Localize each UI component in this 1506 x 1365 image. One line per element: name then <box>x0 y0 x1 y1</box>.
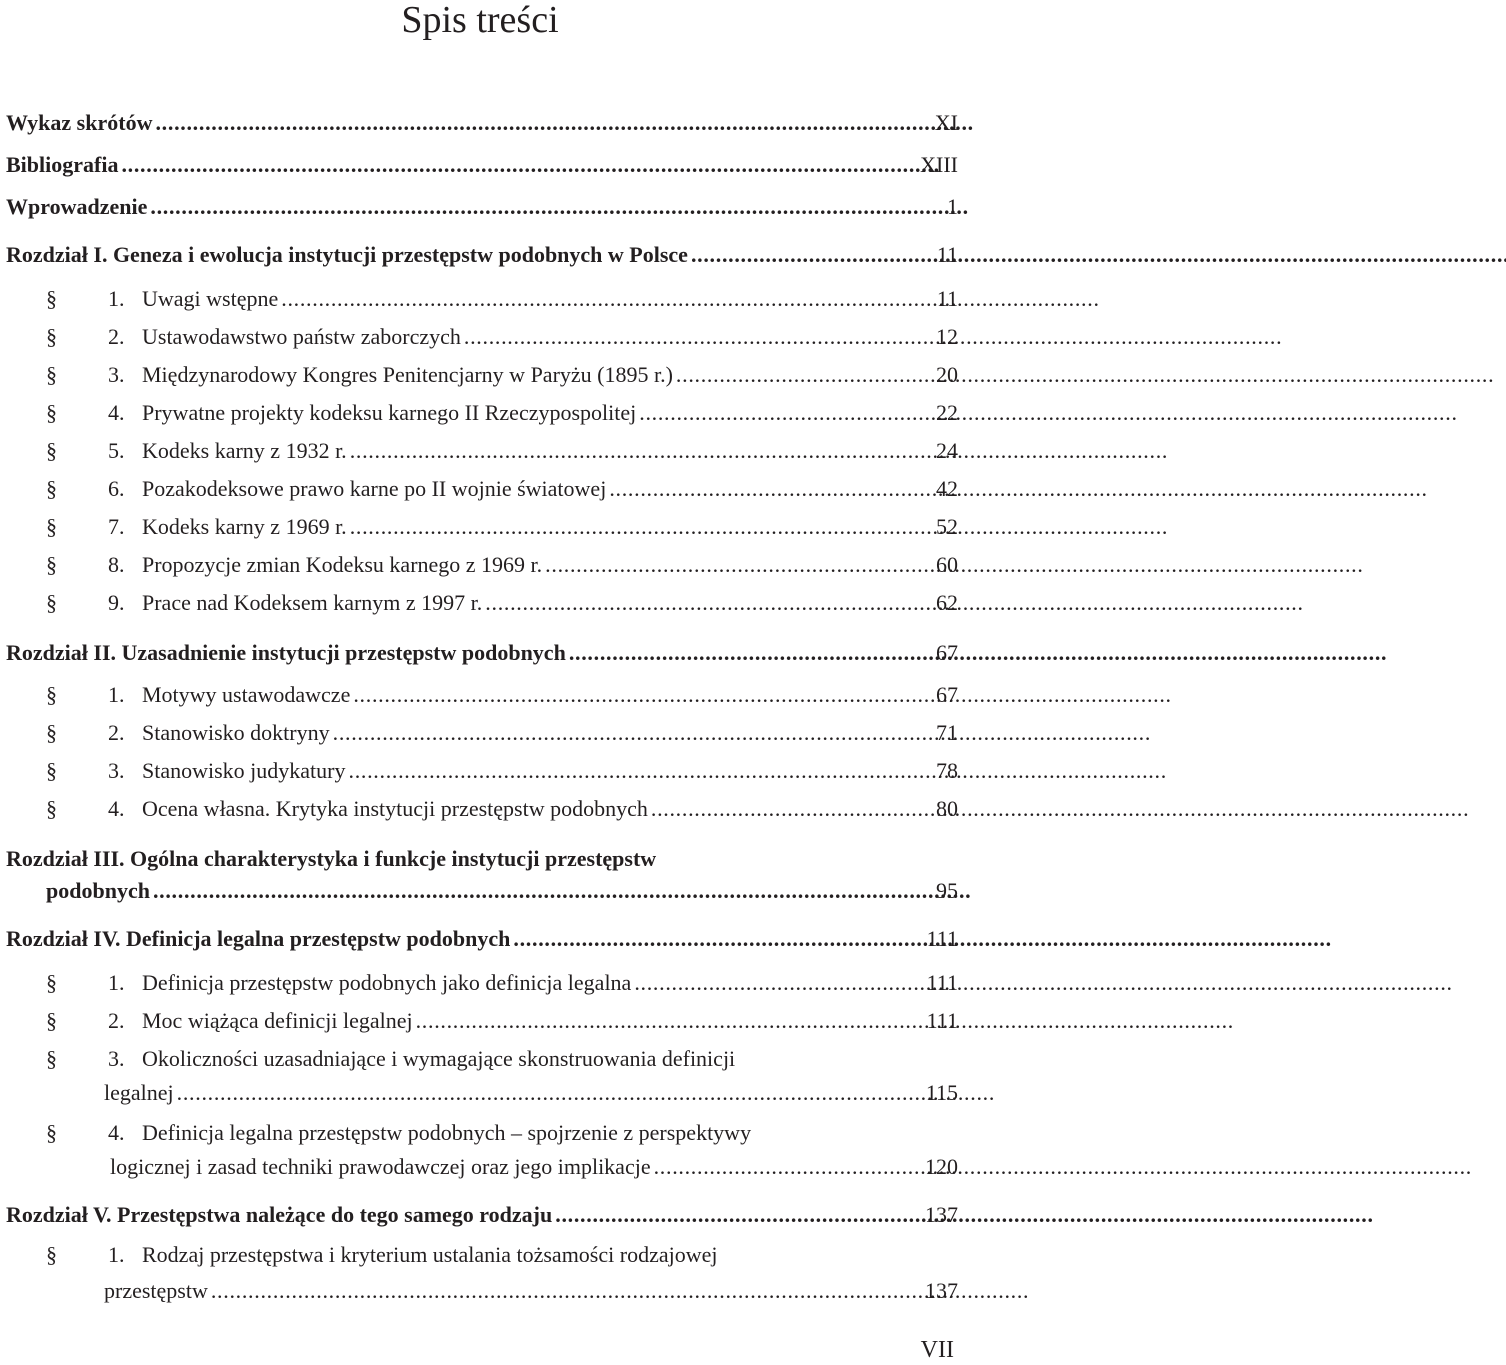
toc-chapter-entry <box>6 636 958 670</box>
section-number: 1. <box>108 682 125 707</box>
entry-page-number: 12 <box>936 324 958 349</box>
entry-page-number: 111 <box>926 1008 958 1033</box>
entry-page-number: 71 <box>936 720 958 745</box>
toc-entry-line <box>6 1274 854 1308</box>
toc-entry-continuation <box>6 1274 958 1308</box>
section-sign: § <box>46 438 57 463</box>
entry-page-number: 137 <box>925 1278 958 1303</box>
section-sign: § <box>46 682 57 707</box>
toc-entry-line <box>6 1076 854 1110</box>
toc-entry-line <box>6 148 854 182</box>
toc-entry-line <box>6 754 854 788</box>
toc-section-entry <box>6 282 958 316</box>
section-sign: § <box>46 1242 57 1267</box>
entry-title-continuation: podobnych <box>46 878 150 903</box>
toc-section-entry <box>6 510 958 544</box>
entry-page-number: XIII <box>920 152 958 177</box>
entry-title: Uwagi wstępne <box>142 286 279 311</box>
toc-entry-line <box>6 282 854 316</box>
entry-title-continuation: przestępstw <box>104 1278 208 1303</box>
entry-title: Wykaz skrótów <box>6 110 153 135</box>
leader-dots <box>654 1150 1469 1184</box>
page-title: Spis treści <box>401 0 559 41</box>
toc-chapter-entry <box>6 922 958 956</box>
section-sign: § <box>46 362 57 387</box>
entry-page-number: 111 <box>926 970 958 995</box>
entry-title: Bibliografia <box>6 152 119 177</box>
section-number: 6. <box>108 476 125 501</box>
entry-title: Kodeks karny z 1932 r. <box>142 438 347 463</box>
toc-entry-line <box>6 922 854 956</box>
entry-title: Rozdział II. Uzasadnienie instytucji przestępstw podobnych <box>6 640 566 665</box>
entry-title: Stanowisko judykatury <box>142 758 346 783</box>
section-sign: § <box>46 758 57 783</box>
section-number: 3. <box>108 758 125 783</box>
entry-title: Propozycje zmian Kodeksu karnego z 1969 r. <box>142 552 543 577</box>
toc-entry-continuation <box>6 1076 958 1110</box>
section-sign: § <box>46 796 57 821</box>
toc-entry-line <box>6 548 854 582</box>
toc-entry-line <box>6 874 854 908</box>
page-number-folio: VII <box>920 1337 954 1363</box>
entry-page-number: 95 <box>936 878 958 903</box>
leader-dots <box>651 792 1466 826</box>
section-sign: § <box>46 324 57 349</box>
toc-entry-continuation <box>6 874 958 908</box>
section-number: 4. <box>108 1120 125 1145</box>
entry-title: Definicja legalna przestępstw podobnych – spojrzenie z perspektywy <box>142 1120 752 1145</box>
entry-page-number: 62 <box>936 590 958 615</box>
leader-dots <box>609 472 1424 506</box>
section-number: 7. <box>108 514 125 539</box>
section-number: 4. <box>108 400 125 425</box>
entry-page-number: XI <box>934 110 958 135</box>
toc-entry-line <box>6 792 854 826</box>
section-sign: § <box>46 400 57 425</box>
toc-section-entry <box>6 586 958 620</box>
toc-entry-line <box>6 238 854 272</box>
leader-dots <box>639 396 1454 430</box>
entry-page-number: 24 <box>936 438 958 463</box>
toc-entry-line <box>6 1150 854 1184</box>
entry-page-number: 137 <box>925 1202 958 1227</box>
toc-section-entry <box>6 1042 958 1076</box>
leader-dots <box>416 1004 1231 1038</box>
toc-section-entry <box>6 716 958 750</box>
section-number: 4. <box>108 796 125 821</box>
toc-entry-line <box>6 1004 854 1038</box>
toc-entry-line <box>6 1116 854 1150</box>
entry-title: Motywy ustawodawcze <box>142 682 351 707</box>
section-number: 1. <box>108 970 125 995</box>
section-number: 3. <box>108 362 125 387</box>
entry-page-number: 67 <box>936 640 958 665</box>
toc-entry-line <box>6 678 854 712</box>
leader-dots <box>333 716 1148 750</box>
toc-section-entry <box>6 678 958 712</box>
toc-entry-line <box>6 190 854 224</box>
toc-chapter-entry <box>6 106 958 140</box>
leader-dots <box>634 966 1449 1000</box>
toc-entry-line <box>6 510 854 544</box>
section-number: 9. <box>108 590 125 615</box>
section-sign: § <box>46 1046 57 1071</box>
entry-page-number: 20 <box>936 362 958 387</box>
toc-section-entry <box>6 472 958 506</box>
toc-chapter-entry <box>6 148 958 182</box>
leader-dots <box>353 678 1168 712</box>
entry-page-number: 80 <box>936 796 958 821</box>
entry-page-number: 115 <box>925 1080 958 1105</box>
entry-title: Rozdział I. Geneza i ewolucja instytucji przestępstw podobnych w Polsce <box>6 242 688 267</box>
toc-section-entry <box>6 966 958 1000</box>
leader-dots <box>555 1198 1370 1232</box>
toc-chapter-entry <box>6 1198 958 1232</box>
toc-entry-line <box>6 320 854 354</box>
entry-title: Rodzaj przestępstwa i kryterium ustalania tożsamości rodzajowej <box>142 1242 718 1267</box>
leader-dots <box>676 358 1491 392</box>
section-sign: § <box>46 720 57 745</box>
entry-title: Rozdział IV. Definicja legalna przestępstw podobnych <box>6 926 511 951</box>
toc-entry-line <box>6 396 854 430</box>
leader-dots <box>121 148 936 182</box>
toc-entry-line <box>6 842 854 876</box>
section-sign: § <box>46 1008 57 1033</box>
entry-title: Rozdział V. Przestępstwa należące do tego samego rodzaju <box>6 1202 553 1227</box>
entry-page-number: 78 <box>936 758 958 783</box>
entry-title: Definicja przestępstw podobnych jako definicja legalna <box>142 970 632 995</box>
toc-entry-line <box>6 472 854 506</box>
toc-entry-line <box>6 1198 854 1232</box>
entry-title: Prywatne projekty kodeksu karnego II Rzeczypospolitej <box>142 400 637 425</box>
entry-title: Okoliczności uzasadniające i wymagające skonstruowania definicji <box>142 1046 736 1071</box>
leader-dots <box>691 238 1506 272</box>
toc-section-entry <box>6 1004 958 1038</box>
section-number: 5. <box>108 438 125 463</box>
leader-dots <box>155 106 970 140</box>
section-number: 1. <box>108 286 125 311</box>
section-sign: § <box>46 970 57 995</box>
toc-entry-line <box>6 106 854 140</box>
section-number: 2. <box>108 1008 125 1033</box>
section-number: 3. <box>108 1046 125 1071</box>
entry-title-continuation: logicznej i zasad techniki prawodawczej oraz jego implikacje <box>110 1154 651 1179</box>
leader-dots <box>569 636 1384 670</box>
entry-page-number: 60 <box>936 552 958 577</box>
leader-dots <box>150 190 965 224</box>
toc-chapter-entry <box>6 190 958 224</box>
toc-section-entry <box>6 434 958 468</box>
leader-dots <box>349 754 1164 788</box>
entry-page-number: 42 <box>936 476 958 501</box>
section-number: 2. <box>108 324 125 349</box>
entry-title: Wprowadzenie <box>6 194 148 219</box>
toc-entry-line <box>6 434 854 468</box>
toc-section-entry <box>6 396 958 430</box>
toc-entry-continuation <box>6 1150 958 1184</box>
section-sign: § <box>46 476 57 501</box>
toc-entry-line <box>6 1042 854 1076</box>
entry-page-number: 52 <box>936 514 958 539</box>
entry-page-number: 67 <box>936 682 958 707</box>
entry-page-number: 22 <box>936 400 958 425</box>
entry-page-number: 111 <box>926 926 958 951</box>
entry-title: Ustawodawstwo państw zaborczych <box>142 324 461 349</box>
toc-entry-line <box>6 1238 854 1272</box>
leader-dots <box>350 510 1165 544</box>
entry-title: Rozdział III. Ogólna charakterystyka i funkcje instytucji przestępstw <box>6 846 657 871</box>
entry-title-continuation: legalnej <box>104 1080 174 1105</box>
leader-dots <box>153 874 968 908</box>
section-sign: § <box>46 514 57 539</box>
entry-page-number: 1 <box>947 194 958 219</box>
section-sign: § <box>46 590 57 615</box>
toc-section-entry <box>6 1116 958 1150</box>
entry-title: Ocena własna. Krytyka instytucji przestępstw podobnych <box>142 796 648 821</box>
toc-section-entry <box>6 548 958 582</box>
entry-title: Międzynarodowy Kongres Penitencjarny w Paryżu (1895 r.) <box>142 362 673 387</box>
leader-dots <box>281 282 1096 316</box>
section-number: 8. <box>108 552 125 577</box>
toc-entry-line <box>6 636 854 670</box>
entry-title: Prace nad Kodeksem karnym z 1997 r. <box>142 590 483 615</box>
entry-page-number: 120 <box>925 1154 958 1179</box>
entry-page-number: 11 <box>936 242 958 267</box>
entry-title: Kodeks karny z 1969 r. <box>142 514 347 539</box>
section-sign: § <box>46 552 57 577</box>
section-sign: § <box>46 1120 57 1145</box>
toc-section-entry <box>6 320 958 354</box>
toc-entry-line <box>6 586 854 620</box>
entry-title: Stanowisko doktryny <box>142 720 330 745</box>
toc-section-entry <box>6 1238 958 1272</box>
toc-section-entry <box>6 792 958 826</box>
section-number: 1. <box>108 1242 125 1267</box>
toc-chapter-entry <box>6 238 958 272</box>
entry-page-number: 11 <box>936 286 958 311</box>
leader-dots <box>350 434 1165 468</box>
toc-entry-line <box>6 966 854 1000</box>
toc-section-entry <box>6 358 958 392</box>
toc-entry-line <box>6 358 854 392</box>
entry-title: Pozakodeksowe prawo karne po II wojnie światowej <box>142 476 607 501</box>
section-sign: § <box>46 286 57 311</box>
toc-entry-line <box>6 716 854 750</box>
entry-title: Moc wiążąca definicji legalnej <box>142 1008 413 1033</box>
toc-section-entry <box>6 754 958 788</box>
toc-chapter-entry <box>6 842 958 876</box>
section-number: 2. <box>108 720 125 745</box>
